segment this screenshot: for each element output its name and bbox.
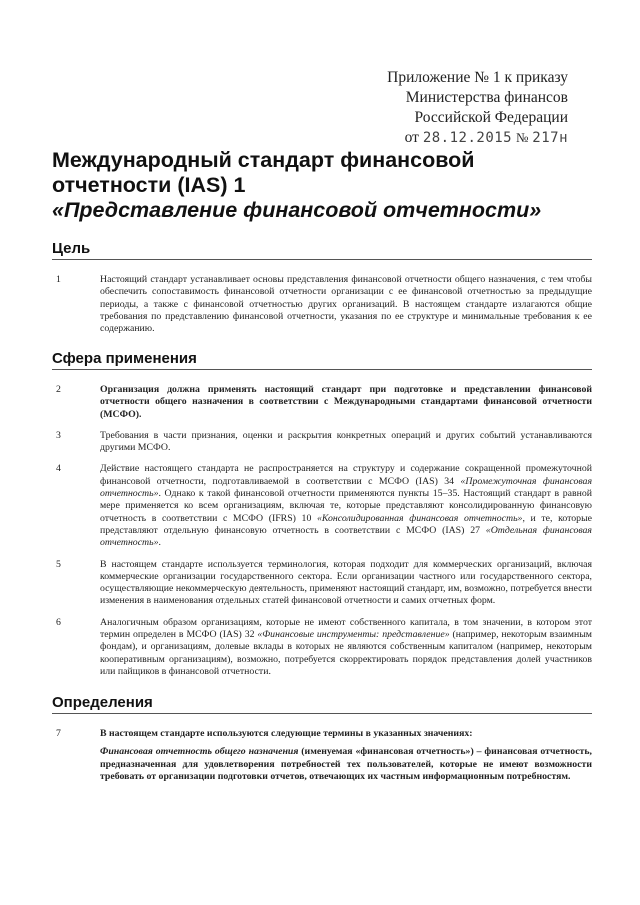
p7-intro: В настоящем стандарте используются следующие термины в указанных значениях: xyxy=(100,728,473,739)
section-heading-scope: Сфера применения xyxy=(52,350,592,370)
appendix-date-line xyxy=(387,128,568,148)
order-number: 217н xyxy=(532,130,568,146)
paragraph-number: 5 xyxy=(56,558,61,570)
document-title xyxy=(52,148,592,223)
paragraph-text xyxy=(100,617,592,678)
definition-term: Финансовая отчетность общего назначения xyxy=(100,746,299,758)
p6-ref-ias32: «Финансовые инструменты: представление» xyxy=(257,629,450,641)
paragraph-number: 7 xyxy=(56,728,61,739)
p4-ref-ias27: «Отдельная финансовая отчетность» xyxy=(100,524,592,549)
paragraph-number: 6 xyxy=(56,616,61,628)
paragraph-number: 2 xyxy=(56,384,61,395)
section-heading-definitions: Определения xyxy=(52,694,592,714)
order-date: 28.12.2015 xyxy=(422,130,513,146)
p4-ref-ifrs10: «Консолидированная финансовая отчетность» xyxy=(316,512,523,524)
p4-ref-ias34: «Промежуточная финансовая отчетность» xyxy=(100,475,593,500)
paragraph-1 xyxy=(52,274,592,335)
paragraph-6 xyxy=(52,617,592,678)
title-line-2: отчетности (IAS) 1 xyxy=(52,173,246,197)
title-line-3: «Представление финансовой отчетности» xyxy=(52,198,542,222)
p4-text-4: . xyxy=(158,537,161,549)
date-prefix: от xyxy=(404,129,419,146)
paragraph-text: Требования в части признания, оценки и раскрытия конкретных операций и других событий устанавливаются другими МСФО. xyxy=(100,429,592,454)
appendix-line-2: Министерства финансов xyxy=(405,89,568,106)
paragraph-4 xyxy=(52,463,592,549)
section-goal xyxy=(52,240,592,344)
paragraph-number: 4 xyxy=(56,463,61,475)
paragraph-number: 1 xyxy=(56,274,61,285)
number-prefix: № xyxy=(516,130,529,145)
appendix-header xyxy=(387,68,568,148)
paragraph-number: 3 xyxy=(56,429,61,441)
paragraph-text: Организация должна применять настоящий стандарт при подготовке и представлении финансовой отчетности общего назначения в соответствии с Международными стандартами финансовой отчетности (МСФО). xyxy=(100,384,592,420)
appendix-line-1: Приложение № 1 к приказу xyxy=(387,69,568,86)
paragraph-text: В настоящем стандарте используется терминология, которая подходит для коммерческих организаций, включая коммерческие организации государственного сектора. Если организации частного или государственного сектора, осуществляющие некоммерческую деятельность, применяют настоящий стандарт, им, возможно, потребуется внести изменения в наименования отдельных статей финансовой отчетности и самих отчетных форм. xyxy=(100,558,592,607)
paragraph-2 xyxy=(52,384,592,421)
paragraph-text xyxy=(100,463,592,549)
p6-text-2: (например, некоторым взаимным фондам), и организациям, долевые вклады в которых не являются собственным капиталом (например, некоторым кооперативным организациям), возможно, потребуется скорректировать порядок представления долей участников или пайщиков в финансовой отчетности. xyxy=(100,629,592,677)
paragraph-text: Настоящий стандарт устанавливает основы представления финансовой отчетности общего назначения, с тем чтобы обеспечить сопоставимость финансовой отчетности организации с ее финансовой отчетностью за предыдущие периоды, а также с финансовой отчетностью других организаций. В настоящем стандарте излагаются общие требования по представлению финансовой отчетности, указания по ее структуре и минимальные требования к ее содержанию. xyxy=(100,274,592,335)
appendix-line-3: Российской Федерации xyxy=(414,109,568,126)
definition-text: (именуемая «финансовая отчетность») – финансовая отчетность, предназначенная для удовлетворения потребностей тех пользователей, которые не имеют возможности требовать от организации подготовки отчетов, отвечающих их частным информационным потребностям. xyxy=(100,746,592,782)
title-line-1: Международный стандарт финансовой xyxy=(52,148,475,172)
section-scope xyxy=(52,350,592,687)
paragraph-3 xyxy=(52,430,592,455)
section-heading-goal: Цель xyxy=(52,240,592,260)
section-definitions xyxy=(52,694,592,792)
p4-text-2: . Однако к такой финансовой отчетности применяются пункты 15–35. Настоящий стандарт в равной мере применяется ко всем организациям, включая те, которые представляют консолидированную финансовую отчетность в соответствии с МСФО (IFRS) 10 xyxy=(100,488,592,524)
p4-text-3: , и те, которые представляют отдельную финансовую отчетность в соответствии с МСФО (IAS) 27 xyxy=(100,512,593,536)
paragraph-text xyxy=(100,728,592,783)
p6-text-1: Аналогичным образом организациям, которые не имеют собственного капитала, в том значении, в котором этот термин определен в МСФО (IAS) 32 xyxy=(100,616,592,641)
p4-text-1: Действие настоящего стандарта не распространяется на структуру и содержание сокращенной промежуточной финансовой отчетности, подготавливаемой в соответствии с МСФО (IAS) 34 xyxy=(100,463,592,487)
paragraph-5 xyxy=(52,559,592,608)
paragraph-7 xyxy=(52,728,592,783)
definition-general-purpose-fs xyxy=(100,746,592,783)
